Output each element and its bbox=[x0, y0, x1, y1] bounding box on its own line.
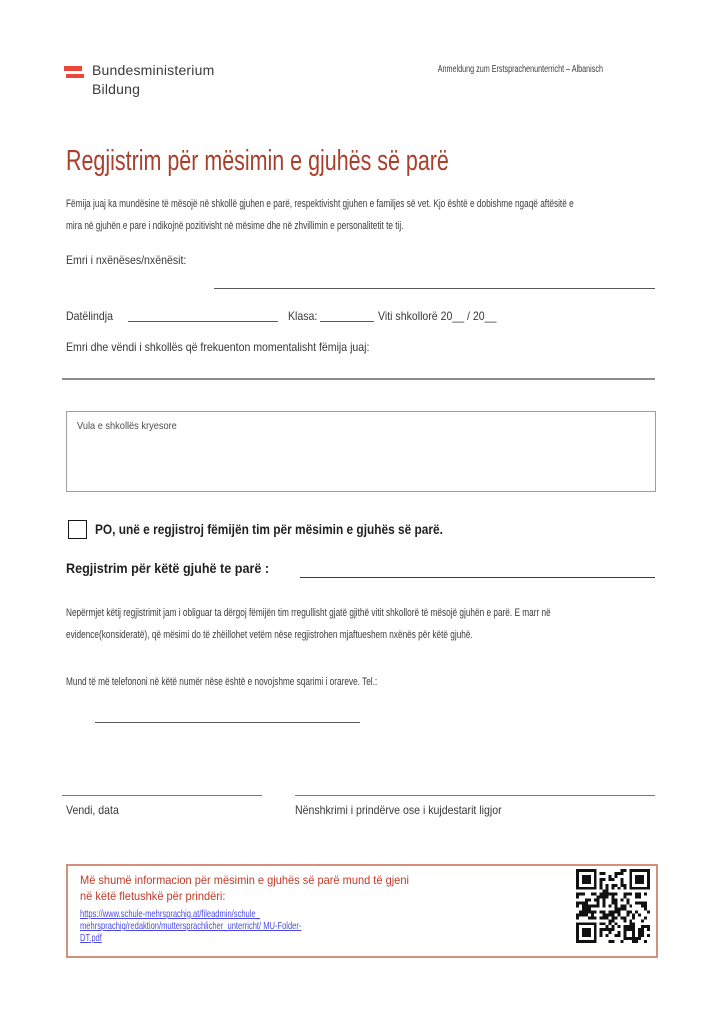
intro-line-1: Fëmija juaj ka mundësine të mësojë në shkollë gjuhen e parë, respektivisht gjuhen e familjes së vet. Kjo është e dobishme ngaqë aftësitë e bbox=[66, 198, 574, 210]
info-link[interactable] bbox=[80, 908, 388, 944]
obligation-line-1: Nepërmjet këtij regjistrimit jam i obliguar ta dërgoj fëmijën tim rregullisht gjatë gjithë vitit shkollorë të mësojë gjuhën e parë. E marr në bbox=[66, 607, 551, 619]
place-date-line bbox=[62, 795, 262, 796]
consent-checkbox[interactable] bbox=[68, 520, 87, 539]
place-date-label: Vendi, data bbox=[66, 803, 119, 817]
school-year-label: Viti shkollorë 20__ / 20__ bbox=[378, 309, 497, 323]
consent-text: PO, unë e regjistroj fëmijën tim për mësimin e gjuhës së parë. bbox=[95, 522, 443, 537]
phone-label: Mund të më telefononi në këtë numër nëse është e novojshme sqarimi i orareve. Tel.: bbox=[66, 676, 378, 688]
ministry-name bbox=[92, 61, 214, 98]
phone-line bbox=[95, 722, 360, 723]
ministry-name-line1: Bundesministerium bbox=[92, 62, 215, 78]
current-school-label: Emri dhe vëndi i shkollës që frekuenton momentalisht fëmija juaj: bbox=[66, 340, 370, 354]
obligation-line-2: evidence(konsideratë), që mësimi do të zhëillohet vetëm nëse regjistrohen mjaftueshem nxënës për këtë gjuhë. bbox=[66, 629, 473, 641]
ministry-name-line2: Bildung bbox=[92, 80, 141, 97]
info-link-line-1[interactable]: https://www.schule-mehrsprachig.at/fileadmin/schule_ bbox=[80, 908, 260, 920]
current-school-line bbox=[62, 378, 655, 380]
student-name-label: Emri i nxënëses/nxënësit: bbox=[66, 253, 187, 267]
birthdate-label: Datëlindja bbox=[66, 309, 113, 323]
language-heading: Regjistrim për këtë gjuhë te parë : bbox=[66, 560, 270, 576]
school-stamp-label: Vula e shkollës kryesore bbox=[77, 420, 177, 432]
school-stamp-box bbox=[66, 411, 656, 492]
info-link-line-3[interactable]: DT.pdf bbox=[80, 932, 102, 944]
signature-line bbox=[295, 795, 655, 796]
intro-paragraph bbox=[66, 193, 724, 237]
info-link-line-2[interactable]: mehrsprachig/redaktion/muttersprachlicher_unterricht/ MU-Folder- bbox=[80, 920, 302, 932]
page-title: Regjistrim për mësimin e gjuhës së parë bbox=[66, 145, 449, 177]
obligation-paragraph bbox=[66, 602, 712, 646]
class-line bbox=[320, 321, 374, 322]
birthdate-line bbox=[128, 321, 278, 322]
info-text-line-1: Më shumë informacion për mësimin e gjuhës së parë mund të gjeni bbox=[80, 873, 409, 887]
class-label: Klasa: bbox=[288, 309, 318, 323]
intro-line-2: mira në gjuhën e pare i ndikojnë pozitivisht në mësime dhe në zhvillimin e personalitetit te tij. bbox=[66, 220, 404, 232]
qr-code bbox=[576, 869, 650, 943]
document-type-label: Anmeldung zum Erstsprachenunterricht – Albanisch bbox=[437, 64, 603, 75]
signature-label: Nënshkrimi i prindërve ose i kujdestarit ligjor bbox=[295, 803, 502, 817]
info-box bbox=[66, 864, 658, 958]
austria-flag-logo-icon bbox=[64, 64, 86, 80]
student-name-line bbox=[214, 288, 655, 289]
info-text-line-2: në këtë fletushkë për prindëri: bbox=[80, 889, 226, 903]
language-line bbox=[300, 577, 655, 578]
info-text bbox=[80, 872, 438, 904]
